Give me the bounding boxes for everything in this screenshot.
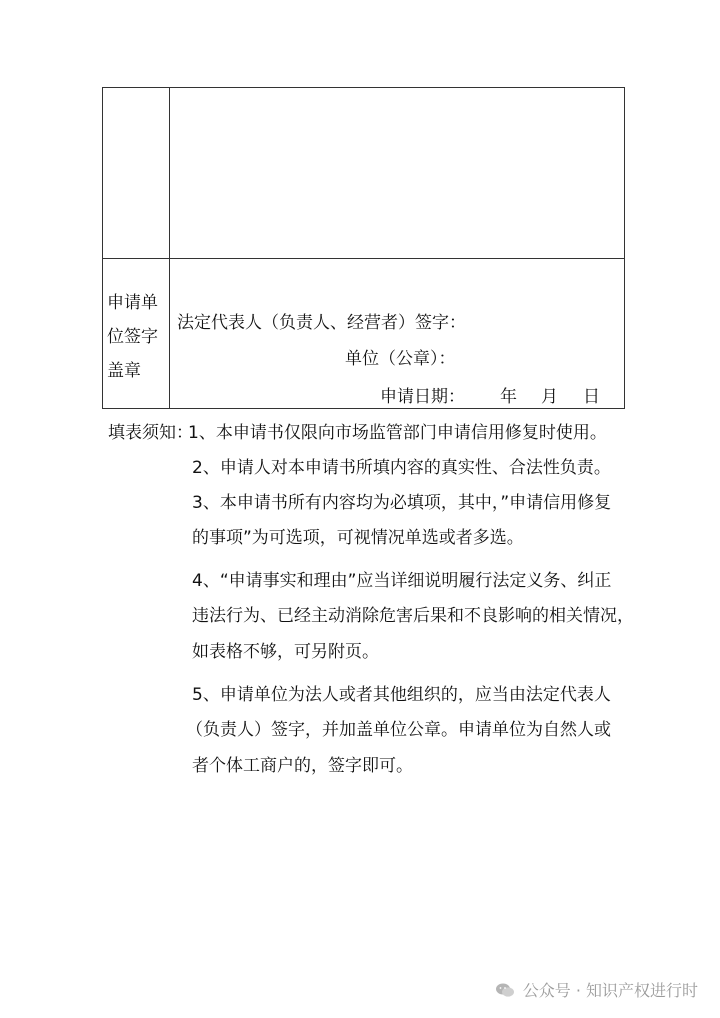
sign-row-label-line1: 申请单 xyxy=(107,293,158,313)
note-line: 1、本申请书仅限向市场监管部门申请信用修复时使用。 xyxy=(188,423,607,443)
application-form-table xyxy=(102,87,625,409)
note-line: 3、本申请书所有内容均为必填项，其中，”申请信用修复 xyxy=(192,493,612,513)
note-line: 5、申请单位为法人或者其他组织的，应当由法定代表人 xyxy=(192,685,611,705)
note-line: （负责人）签字，并加盖单位公章。申请单位为自然人或 xyxy=(186,720,611,740)
watermark-text: 公众号 · 知识产权进行时 xyxy=(522,981,698,1000)
sign-row-label-line3: 盖章 xyxy=(107,361,141,381)
note-line: 2、申请人对本申请书所填内容的真实性、合法性负责。 xyxy=(192,458,611,478)
apply-date-label: 申请日期： xyxy=(380,387,465,407)
note-line: 的事项”为可选项，可视情况单选或者多选。 xyxy=(192,528,524,548)
note-line: 4、“申请事实和理由”应当详细说明履行法定义务、纠正 xyxy=(192,571,612,591)
wechat-icon xyxy=(495,982,515,998)
table-row-divider xyxy=(103,258,624,259)
note-line: 如表格不够，可另附页。 xyxy=(192,642,379,662)
notes-title: 填表须知： xyxy=(108,423,193,443)
date-month-label: 月 xyxy=(541,387,558,407)
note-line: 违法行为、已经主动消除危害后果和不良影响的相关情况， xyxy=(192,606,634,626)
date-day-label: 日 xyxy=(583,387,600,407)
date-year-label: 年 xyxy=(500,387,517,407)
legal-rep-signature-field[interactable]: 法定代表人（负责人、经营者）签字： xyxy=(177,313,466,333)
sign-row-label-line2: 位签字 xyxy=(107,327,158,347)
watermark xyxy=(495,978,698,1001)
note-line: 者个体工商户的，签字即可。 xyxy=(192,756,413,776)
unit-seal-field[interactable]: 单位（公章）： xyxy=(345,349,456,369)
sign-row-label xyxy=(107,286,167,388)
table-column-divider xyxy=(169,88,170,408)
